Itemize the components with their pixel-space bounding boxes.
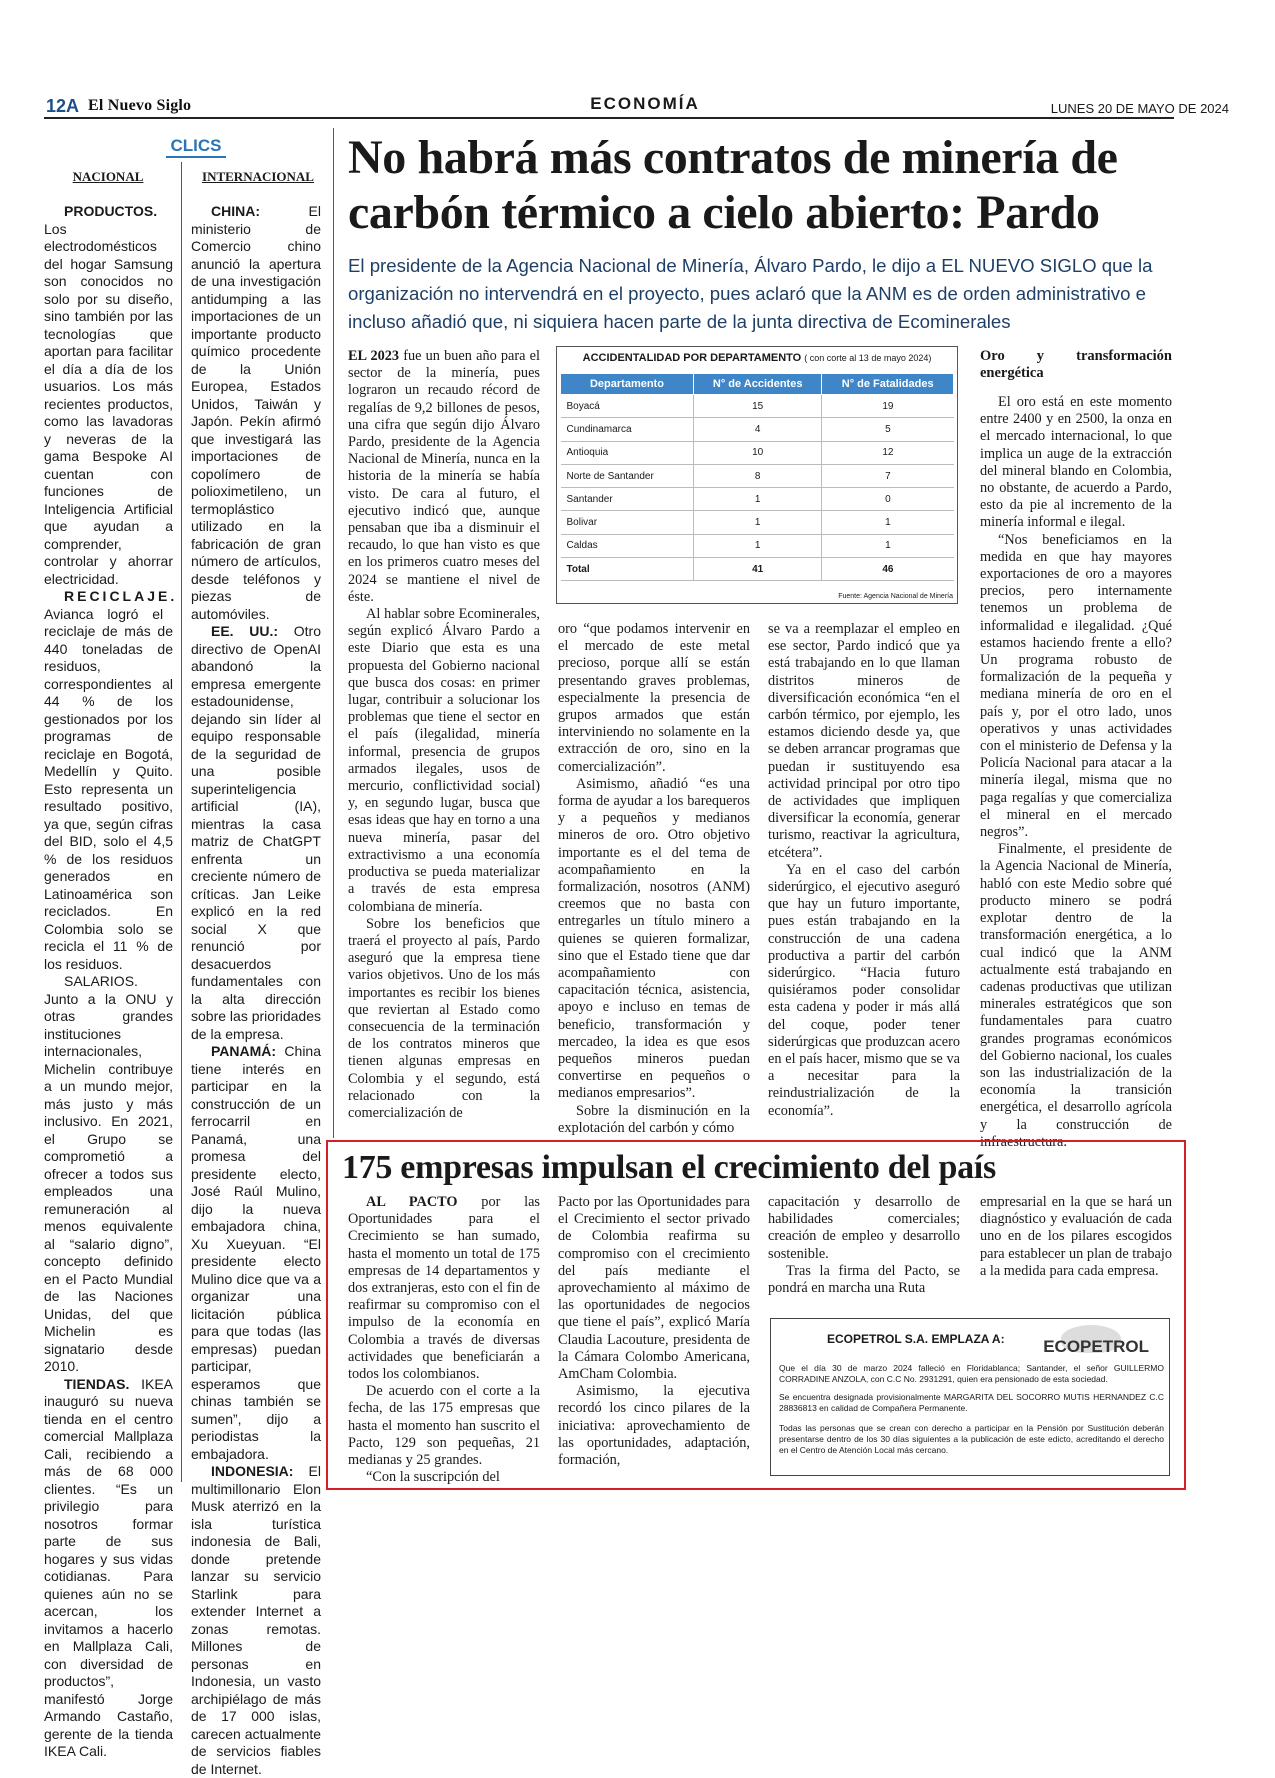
article-column-4: Oro y transformación energética El oro está en este momento entre 2400 y en 2500, la onza en el mercado internacional, lo que implica un auge de la extracción del mineral blando en Colombia, no obstante, de acuerdo a Pardo, esto da pie al incremento de la minería informal e ilegal. “Nos beneficiamos en la medida en que hay mayores exportaciones de oro a mayores precios, pero internamente tenemos un problema de informalidad e ilegalidad. ¿Qué estamos haciendo frente a ello? Un programa robusto de formalización de la pequeña y mediana minería de oro en el país y, por el otro lado, unos operativos y unas actividades con el ministerio de Defensa y la Policía Nacional para atacar a la minería ilegal, misma que no paga regalías y que comercializa el mineral en el mercado negros”. Finalmente, el presidente de la Agencia Nacional de Minería, habló con este Medio sobre qué producto minero se podrá explotar dentro de la transformación energética, a lo cual indicó que la ANM actualmente está trabajando en cadenas productivas que utilizan minerales estratégicos que son fundamentales para cuatro grandes programas económicos del Gobierno nacional, los cuales son las industrialización de la economía la transición energética, el desarrollo agrícola y la construcción de infraestructura.	[980, 348, 1172, 1150]
article-column-3: se va a reemplazar el empleo en ese sector, Pardo indicó que ya está trabajando en lo que llaman distritos mineros de diversificación económica “en el carbón térmico, por ejemplo, les estamos diciendo desde ya, que se deben arrancar programas que puedan ir sustituyendo esa actividad principal por otro tipo de actividades que impliquen diversificar la economía, generar turismo, reactivar la agricultura, etcétera”. Ya en el caso del carbón siderúrgico, el ejecutivo aseguró que hay un futuro importante, pues están trabajando en la construcción de una cadena productiva a partir del carbón siderúrgico. “Hacia futuro quisiéramos poder consolidar esta cadena y poder ir más allá del coque, poder tener siderúrgicas que produzcan acero en el país hacer, mismo que se va a necesitar para la reindustrialización de la economía”.	[768, 621, 960, 1119]
accident-table	[556, 346, 958, 604]
brief-item: PRODUCTOS. Los electrodomésticos del hogar Samsung son conocidos no solo por su diseño, sino también por las tecnologías que aportan para facilitar el día a día de los usuarios. Los más recientes productos, como las lavadoras y neveras de la gama Bespoke AI cuentan con funciones de Inteligencia Artificial que ayudan a comprender, controlar y ahorrar electricidad.	[44, 203, 173, 587]
box-column-2: Pacto por las Oportunidades para el Crecimiento el sector privado de Colombia reafirma su compromiso con el crecimiento del país mediante el aprovechamiento al máximo de las oportunidades de negocios que tiene el país”, explicó María Claudia Lacouture, presidenta de la Cámara Colombo Americana, AmCham Colombia. Asimismo, la ejecutiva recordó los cinco pilares de la iniciativa: aprovechamiento de las oportunidades, adaptación, formación,	[558, 1194, 750, 1469]
brief-item: EE. UU.: Otro directivo de OpenAI abandonó la empresa emergente estadounidense, dejando sin líder al equipo responsable de la seguridad de una posible superinteligencia artificial (IA), mientras la casa matriz de ChatGPT enfrenta un creciente número de críticas. Jan Leike explicó en la red social X que renunció por desacuerdos fundamentales con la alta dirección sobre las prioridades de la empresa.	[191, 623, 321, 1042]
internacional-head: INTERNACIONAL	[202, 169, 314, 184]
notice-title: ECOPETROL S.A. EMPLAZA A:	[827, 1332, 1005, 1346]
table-header: Departamento	[561, 374, 694, 395]
column-subhead: Oro y transformación energética	[980, 348, 1172, 381]
brief-item: CHINA: El ministerio de Comercio chino anunció la apertura de una investigación antidumping a las importaciones de un importante producto químico procedente de la Unión Europea, Estados Unidos, Taiwán y Japón. Pekín afirmó que investigará las importaciones de copolímero de polioximetileno, un termoplástico utilizado en la fabricación de gran número de artículos, desde teléfonos y piezas de automóviles.	[191, 203, 321, 622]
clics-title: CLICS	[166, 136, 226, 158]
legal-notice	[770, 1318, 1170, 1476]
column-divider	[333, 128, 334, 1138]
issue-date: LUNES 20 DE MAYO DE 2024	[1050, 101, 1229, 116]
table-row: Antioquia 10 12	[561, 441, 954, 464]
table-source: Fuente: Agencia Nacional de Minería	[838, 593, 953, 600]
nacional-briefs	[44, 203, 178, 1761]
brief-item: RECICLAJE. Avianca logró el reciclaje de más de 440 toneladas de residuos, correspondientes al 44 % de los gestionados por los programas de reciclaje en Bogotá, Medellín y Quito. Esto representa un resultado positivo, ya que, según cifras del BID, solo el 4,5 % de los residuos generados en Latinoamérica son reciclados. En Colombia solo se recicla el 11 % de los residuos.	[44, 588, 178, 972]
header-rule	[44, 117, 1174, 119]
brief-item: TIENDAS. IKEA inauguró su nueva tienda en el centro comercial Mallplaza Cali, recibiendo a más de 68 000 clientes. “Es un privilegio para nosotros formar parte de sus hogares y sus vidas cotidianas. Para quienes aún no se acercan, los invitamos a hacerlo en Mallplaza Cali, con diversidad de productos”, manifestó Jorge Armando Castaño, gerente de la tienda IKEA Cali.	[44, 1375, 173, 1759]
notice-paragraph: Todas las personas que se crean con derecho a participar en la Pensión por Sustitución deberán presentarse dentro de los 30 días siguientes a la publicación de este edicto, acreditando el derecho en el Centro de Atención Local más cercano.	[779, 1423, 1164, 1455]
page-number: 12A	[46, 96, 80, 116]
article-headline: No habrá más contratos de minería de carbón térmico a cielo abierto: Pardo	[348, 131, 1118, 239]
internacional-briefs	[191, 203, 321, 1778]
table-header: N° de Accidentes	[693, 374, 821, 395]
table-row: Santander 1 0	[561, 488, 954, 511]
table-title: ACCIDENTALIDAD POR DEPARTAMENTO ( con corte al 13 de mayo 2024)	[582, 352, 932, 364]
column-divider	[181, 162, 182, 1482]
nacional-head: NACIONAL	[72, 169, 144, 184]
notice-paragraph: Se encuentra designada provisionalmente MARGARITA DEL SOCORRO MUTIS HERNANDEZ C.C 28836813 en calidad de Compañera Permanente.	[779, 1392, 1164, 1413]
box-headline: 175 empresas impulsan el crecimiento del país	[342, 1149, 996, 1186]
brief-item: SALARIOS. Junto a la ONU y otras grandes instituciones internacionales, Michelin contribuye a un mundo mejor, más justo y más inclusivo. En 2021, el Grupo se comprometió a ofrecer a todos sus empleados una remuneración al menos equivalente al “salario digno”, concepto definido en el Pacto Mundial de las Naciones Unidas, del que Michelin es signatario desde 2010.	[44, 973, 173, 1374]
table-row: Norte de Santander 8 7	[561, 464, 954, 487]
drop-lead: EL 2023	[348, 348, 400, 364]
table-row: Boyacá 15 19	[561, 395, 954, 418]
box-column-3: capacitación y desarrollo de habilidades comerciales; creación de empleo y desarrollo sostenible. Tras la firma del Pacto, se pondrá en marcha una Ruta	[768, 1194, 960, 1297]
table-row: Cundinamarca 4 5	[561, 418, 954, 441]
article-column-1: EL 2023 fue un buen año para el sector de la minería, pues lograron un recaudo récord de regalías de 9,2 billones de pesos, una cifra que según dijo Álvaro Pardo, presidente de la Agencia Nacional de Minería, nunca en la historia de la minería se había visto. De cara al futuro, el ejecutivo indicó que, aunque pensaban que iba a disminuir el recaudo, lo que han visto es que en los primeros cuatro meses del 2024 se mantiene el nivel de éste. Al hablar sobre Ecominerales, según explicó Álvaro Pardo a este Diario que esta es una propuesta del Gobierno nacional que busca dos cosas: en primer lugar, contribuir a solucionar los problemas que tiene el sector en el país (ilegalidad, minería informal, presencia de grupos armados ilegales, usos de mercurio, conflictividad social) y, en segundo lugar, busca que esas ideas que hay en torno a una nueva minería, pasar del extractivismo a una economía productiva se pueda materializar a través de esta empresa colombiana de minería. Sobre los beneficios que traerá el proyecto al país, Pardo aseguró que la empresa tiene varios objetivos. Uno de los más importantes es recibir los bienes que reviertan al Estado como consecuencia de la terminación de los contratos mineros que tienen algunas empresas en Colombia y el segundo, está relacionado con la comercialización de	[348, 348, 541, 1121]
section-title: ECONOMÍA	[590, 94, 700, 113]
table-header: N° de Fatalidades	[822, 374, 954, 395]
table-row: Caldas 1 1	[561, 534, 954, 557]
ecopetrol-logo: ECOPETROL	[1043, 1323, 1163, 1355]
table-total-row: Total 41 46	[561, 558, 954, 581]
notice-paragraph: Que el día 30 de marzo 2024 falleció en Floridablanca; Santander, el señor GUILLERMO CORRADINE ANZOLA, con C.C No. 2931291, quien era pensionado de esta sociedad.	[779, 1363, 1164, 1384]
publication-logo: El Nuevo Siglo	[88, 97, 192, 114]
brief-item: PANAMÁ: China tiene interés en participar en la construcción de un ferrocarril en Panamá, una promesa del presidente electo, José Raúl Mulino, dijo la nueva embajadora china, Xu Xueyuan. “El presidente electo Mulino dice que va a organizar una licitación pública para que todas (las empresas) puedan participar, esperamos que chinas también se sumen”, dijo a periodistas la embajadora.	[191, 1043, 321, 1462]
article-subheadline: El presidente de la Agencia Nacional de Minería, Álvaro Pardo, le dijo a EL NUEVO SIGLO que la organización no intervendrá en el proyecto, pues aclaró que la ANM es de orden administrativo e incluso añadió que, ni siquiera hacen parte de la junta directiva de Ecominerales	[348, 255, 1153, 332]
table-row: Bolivar 1 1	[561, 511, 954, 534]
brief-item: INDONESIA: El multimillonario Elon Musk aterrizó en la isla turística indonesia de Bali, donde pretende lanzar su servicio Starlink para extender Internet a zonas remotas. Millones de personas en Indonesia, un vasto archipiélago de más de 17 000 islas, carecen actualmente de servicios fiables de Internet.	[191, 1463, 321, 1777]
box-column-1: AL PACTO por las Oportunidades para el Crecimiento se han sumado, hasta el momento un total de 175 empresas de 14 departamentos y dos extranjeras, esto con el fin de reafirmar su compromiso con el impulso de la economía en Colombia a través de diversas actividades que beneficiarán a todos los colombianos. De acuerdo con el corte a la fecha, de las 175 empresas que hasta el momento han suscrito el Pacto, 129 son pequeñas, 21 medianas y 25 grandes. “Con la suscripción del	[348, 1194, 540, 1486]
box-column-4: empresarial en la que se hará un diagnóstico y evaluación de cada uno en de los pilares escogidos para establecer un plan de trabajo a la medida para cada empresa.	[980, 1194, 1172, 1279]
article-column-2: oro “que podamos intervenir en el mercado de este metal precioso, porque allí se están presentando graves problemas, especialmente la presencia de grupos armados que están interviniendo no solamente en la extracción de oro, sino en la comercialización”. Asimismo, añadió “es una forma de ayudar a los barequeros y a pequeños y medianos mineros de oro. Otro objetivo importante es el del tema de acompañamiento en la formalización, nosotros (ANM) creemos que no basta con entregarles un título minero a quienes se quieren formalizar, sino que el Estado tiene que dar acompañamiento con capacitación técnica, asistencia, apoyo e incluso en temas de beneficio, transformación y mercadeo, la idea es que esos pequeños mineros puedan convertirse en pequeños o medianos empresarios”. Sobre la disminución en la explotación del carbón y cómo	[558, 621, 750, 1136]
